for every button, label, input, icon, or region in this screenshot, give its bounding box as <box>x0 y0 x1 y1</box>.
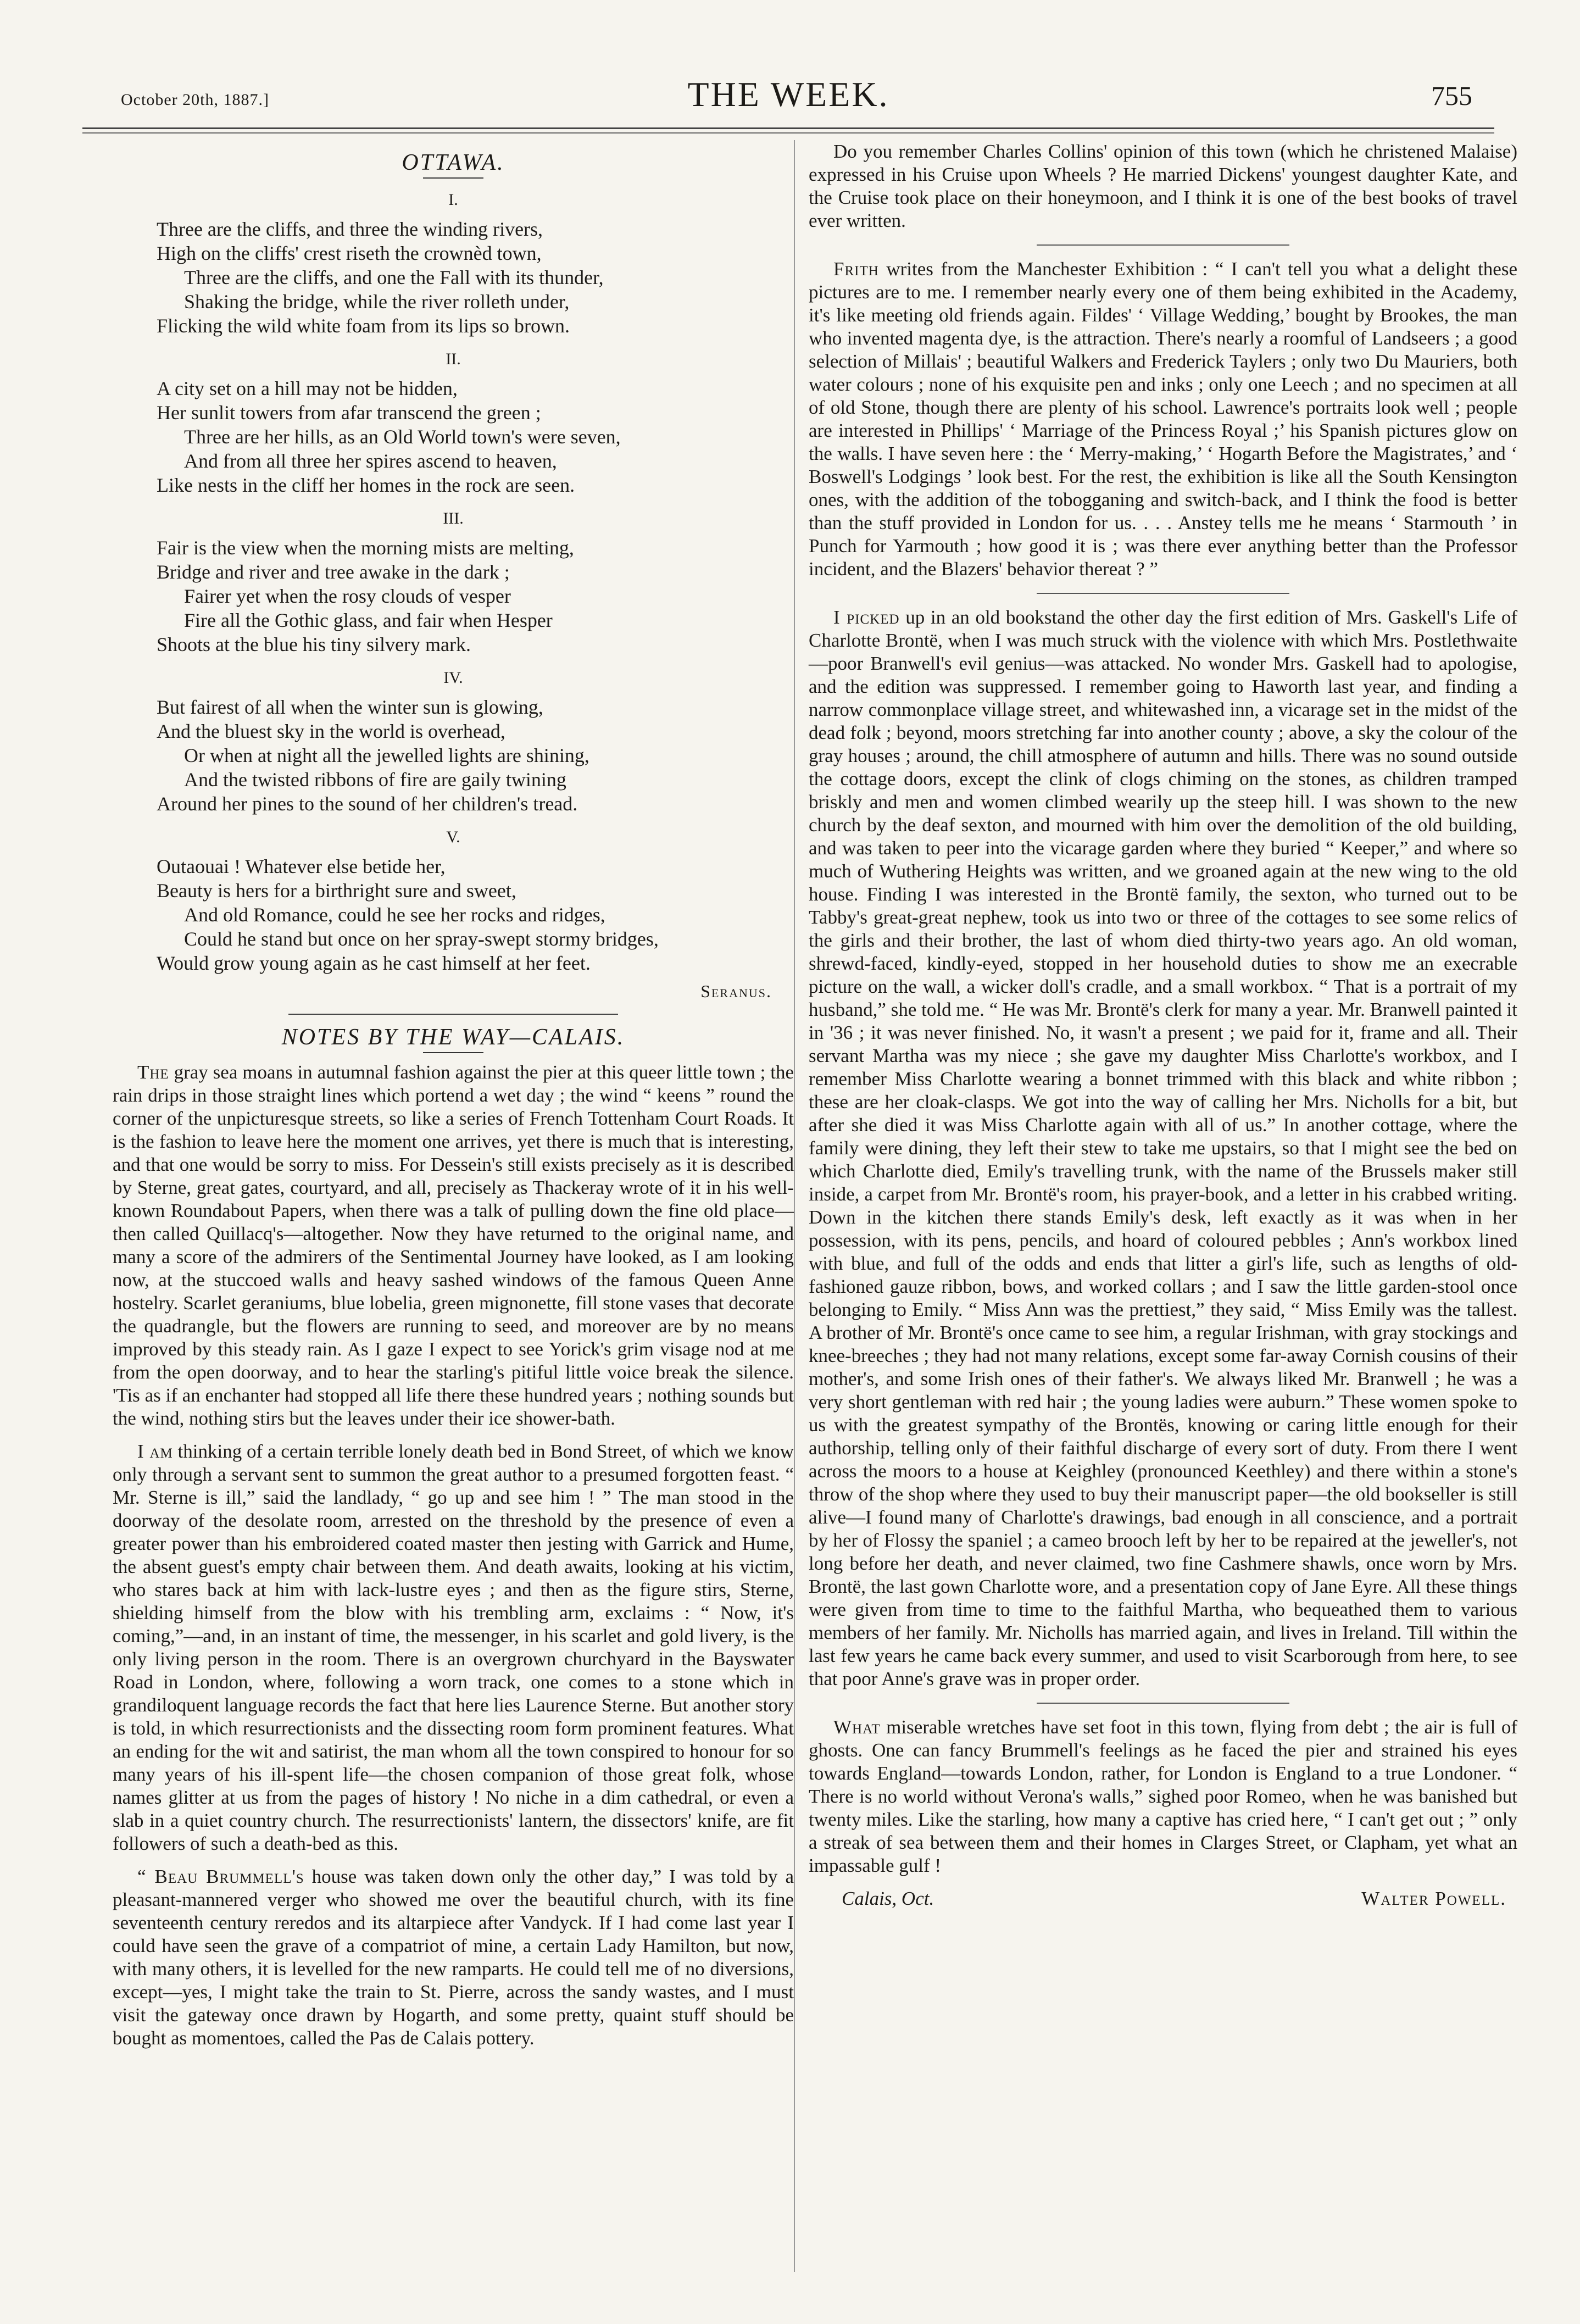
paragraph-text: writes from the Manchester Exhibition : “ I can't tell you what a delight these pictures are to me. I remember nearly every one of them being exhibited in the Academy, it's like meeting old friends again. Fildes' ‘ Village Wedding,’ bought by Brookes, the man who invented magenta dye, is the attraction. There's nearly a roomful of Landseers ; a good selection of Millais' ; beautiful Walkers and Frederick Taylers ; only two Du Mauriers, both water colours ; none of his exquisite pen and inks ; only one Leech ; and no specimen at all of old Stone, though there are plenty of his school. Lawrence's portraits look well ; people are interested in Phillips' ‘ Marriage of the Princess Royal ;’ his Spanish pictures glow on the walls. I have seven here : the ‘ Merry-making,’ ‘ Hogarth Before the Magistrates,’ and ‘ Boswell's Lodgings ’ look best. For the rest, the exhibition is like all the South Kensington ones, with the addition of the tobogganing and switch-back, and I think the food is better than the stuff provided in London for us. . . . Anstey tells me he means ‘ Starmouth ’ in Punch for Yarmouth ; how good it is ; was there ever anything better than the Professor incident, and the Blazers' behavior thereat ? ” <box>809 258 1517 580</box>
article-paragraph <box>809 1716 1517 1877</box>
article-paragraph <box>113 1865 794 2050</box>
stanza-numeral: II. <box>446 350 461 368</box>
poem-line: Three are the cliffs, and three the winding rivers, <box>157 218 543 240</box>
poem-line: Fair is the view when the morning mists are melting, <box>157 537 574 559</box>
poem-line: Shaking the bridge, while the river rolleth under, <box>184 291 570 313</box>
article-paragraph <box>809 606 1517 1691</box>
header-rule <box>82 127 1494 134</box>
poem-line: Three are her hills, as an Old World town's were seven, <box>184 426 621 448</box>
poem-line: But fairest of all when the winter sun is glowing, <box>157 696 543 718</box>
poem-signature: Seranus. <box>700 981 772 1001</box>
poem-line: Could he stand but once on her spray-swept stormy bridges, <box>184 928 659 950</box>
dateline: Calais, Oct. <box>842 1888 934 1909</box>
paragraph-text: thinking of a certain terrible lonely death bed in Bond Street, of which we know only through a servant sent to summon the great author to a presumed forgotten feast. “ Mr. Sterne is ill,” said the landlady, “ go up and see him ! ” The man stood in the doorway of the desolate room, arrested on the threshold by the presence of even a greater power than his embroidered coated master then jesting with Garrick and Hume, the absent guest's empty chair between them. And death awaits, looking at his victim, who stares back at him with lack-lustre eyes ; and then as the figure stirs, Sterne, shielding himself from the blow with his trembling arm, exclaims : “ Now, it's coming,”—and, in an instant of time, the messenger, in his scarlet and gold livery, is the only living person in the room. There is an overgrown churchyard in the Bayswater Road in London, where, following a worn track, one comes to a stone which in grandiloquent language records the fact that here lies Laurence Sterne. But another story is told, in which resurrectionists and the dissecting room form prominent features. What an ending for the wit and satirist, the man whom all the town conspired to honour for so many years of his ill-spent life—the chosen companion of those great folk, whose names glitter at us from the pages of history ! No niche in a dim cathedral, or even a slab in a quiet country church. The resurrectionists' lantern, the dissectors' knife, are fit followers of such a death-bed as this. <box>113 1441 794 1854</box>
stanza-numeral: IV. <box>443 669 463 687</box>
section-rule <box>288 1014 618 1015</box>
stanza-numeral: V. <box>446 828 460 846</box>
paragraph-rule <box>1037 593 1289 594</box>
poem-line: Bridge and river and tree awake in the dark ; <box>157 561 510 583</box>
column-divider <box>794 140 795 2272</box>
issue-date: October 20th, 1887.] <box>121 91 269 109</box>
masthead-title: THE WEEK. <box>687 75 889 114</box>
author-name: Walter Powell. <box>1361 1888 1506 1909</box>
paragraph-text: gray sea moans in autumnal fashion against the pier at this queer little town ; the rain drips in those straight lines which portend a wet day ; the wind “ keens ” round the corner of the unpicturesque streets, so like a series of French Tottenham Court Roads. It is the fashion to leave here the moment one arrives, yet there is much that is interesting, and that one would be sorry to miss. For Dessein's still exists precisely as it is described by Sterne, great gates, courtyard, and all, precisely as Thackeray wrote of it in his well-known Roundabout Papers, when there was a talk of pulling down the fine old place—then called Quillacq's—altogether. Now they have returned to the original name, and many a score of the admirers of the Sentimental Journey have looked, as I am looking now, at the stuccoed walls and heavy sashed windows of the famous Queen Anne hostelry. Scarlet geraniums, blue lobelia, green mignonette, fill stone vases that decorate the quadrangle, but the flowers are running to seed, and moreover are by no means improved by this steady rain. As I gaze I expect to see Yorick's grim visage nod at me from the open doorway, and to hear the starling's pitiful little voice break the silence. 'Tis as if an enchanter had stopped all life there these hundred years ; nothing sounds but the wind, nothing stirs but the leaves under their ice shower-bath. <box>113 1061 794 1429</box>
paragraph-text: Do you remember Charles Collins' opinion of this town (which he christened Malaise) expressed in his Cruise upon Wheels ? He married Dickens' youngest daughter Kate, and the Cruise took place on their honeymoon, and I think it is one of the best books of travel ever written. <box>809 141 1517 231</box>
poem-line: Fire all the Gothic glass, and fair when Hesper <box>184 609 553 631</box>
poem <box>113 188 794 975</box>
left-column <box>113 140 794 2060</box>
stanza <box>157 376 794 497</box>
paragraph-lead: The <box>137 1061 169 1083</box>
poem-line: Flicking the wild white foam from its lips so brown. <box>157 315 570 337</box>
poem-line: Like nests in the cliff her homes in the rock are seen. <box>157 474 575 496</box>
title-rule <box>423 1052 483 1053</box>
stanza <box>157 854 794 975</box>
page-header <box>82 74 1494 124</box>
article-paragraph <box>113 1440 794 1855</box>
poem-line: Her sunlit towers from afar transcend the green ; <box>157 402 541 424</box>
poem-line: Would grow young again as he cast himself at her feet. <box>157 952 591 974</box>
poem-line: High on the cliffs' crest riseth the crownèd town, <box>157 242 542 264</box>
poem-line: Around her pines to the sound of her children's tread. <box>157 793 578 815</box>
paragraph-text: up in an old bookstand the other day the first edition of Mrs. Gaskell's Life of Charlotte Brontë, when I was much struck with the violence with which Mrs. Postlethwaite—poor Branwell's evil genius—was attacked. No wonder Mrs. Gaskell had to apologise, and the edition was suppressed. I remember going to Haworth last year, and finding a narrow commonplace village street, and whitewashed inn, a vicarage set in the midst of the dead folk ; beyond, moors stretching far into another county ; above, a sky the colour of the gray houses ; around, the chill atmosphere of autumn and hills. There was no sound outside the cottage doors, except the clink of clogs chiming on the stones, as children tramped briskly and men and women climbed wearily up the steep hill. I was shown to the new church by the deaf sexton, and mourned with him over the demolition of the old building, and was taken to peer into the vicarage garden where they buried “ Keeper,” and where so much of Wuthering Heights was written, and we groaned again at the new wing to the old house. Finding I was interested in the Brontë family, the sexton, who turned out to be Tabby's great-great nephew, took us into two or three of the cottages to see some relics of the girls and their brother, the last of whom died thirty-two years ago. An old woman, shrewd-faced, kindly-eyed, stopped in her household duties to show me an execrable picture on the wall, a wicker doll's cradle, and a small workbox. “ That is a portrait of my husband,” she told me. “ He was Mr. Brontë's clerk for many a year. Mr. Branwell painted it in '36 ; it was never finished. No, it wasn't a present ; we paid for it, frame and all. Their servant Martha was my niece ; she gave my daughter Miss Charlotte's workbox, and I remember Miss Charlotte wearing a bonnet trimmed with this black and white ribbon ; these are her cloak-clasps. We got into the way of calling her Mrs. Nicholls for a bit, but after she died it was Miss Charlotte again with all of us.” In another cottage, where the family were dining, they left their stew to take me upstairs, so that I might see the bed on which Charlotte died, Emily's travelling trunk, with the name of the Brussels maker still inside, a carpet from Mr. Brontë's room, his prayer-book, and a letter in his crabbed writing. Down in the kitchen there stands Emily's desk, left exactly as it was when in her possession, with its pens, pencils, and hoard of coloured pebbles ; Ann's workbox lined with blue, and full of the odds and ends that litter a girl's life, such as lengths of old-fashioned gauze ribbon, bows, and worked collars ; and I saw the little garden-stool once belonging to Emily. “ Miss Ann was the prettiest,” they said, “ Miss Emily was the tallest. A brother of Mr. Brontë's once came to see him, a regular Irishman, with gray stockings and knee-breeches ; they had not many relations, except some far-away Cornish cousins of their mother's, and some Irish ones of their father's. We always liked Mr. Branwell ; he was a very short gentleman with red hair ; the young ladies were auburn.” These women spoke to us with the greatest sympathy of the Brontës, knowing or caring little enough for their authorship, telling only of their faithful discharge of every sort of duty. From there I went across the moors to a house at Keighley (pronounced Keethley) and there within a stone's throw of the shop where they used to buy their manuscript paper—the old bookseller is still alive—I found many of Charlotte's drawings, bad enough in all conscience, and a portrait by her of Flossy the spaniel ; a cameo brooch left by her to be repaired at the jeweller's, not long before her death, and never claimed, two fine Cashmere shawls, once worn by Mrs. Brontë, the last gown Charlotte wore, and a presentation copy of Jane Eyre. All these things were given from time to time to the faithful Martha, who bequeathed them to various members of her family. Mr. Nicholls has married again, and lives in Ireland. Till within the last few years he came back every summer, and used to visit Scarborough from here, to see that poor Anne's grave was in proper order. <box>809 607 1517 1689</box>
poem-line: And the twisted ribbons of fire are gaily twining <box>184 769 566 791</box>
paragraph-lead: I picked <box>833 607 900 628</box>
stanza <box>157 695 794 816</box>
paragraph-lead: Frith <box>833 258 879 280</box>
article-body-left <box>113 1061 794 2050</box>
stanza-numeral: I. <box>448 191 458 209</box>
stanza <box>157 217 794 338</box>
poem-line: Or when at night all the jewelled lights are shining, <box>184 744 589 766</box>
stanza <box>157 536 794 657</box>
article-title: NOTES BY THE WAY—CALAIS. <box>281 1025 625 1050</box>
article-paragraph <box>809 140 1517 232</box>
article-body-right <box>809 140 1517 1877</box>
paragraph-lead: I am <box>137 1441 173 1462</box>
poem-line: Fairer yet when the rosy clouds of vesper <box>184 585 511 607</box>
paragraph-text: house was taken down only the other day,” I was told by a pleasant-mannered verger who showed me over the beautiful church, with its fine seventeenth century reredos and its altarpiece after Vandyck. If I had come last year I could have seen the grave of a compatriot of mine, a certain Lady Hamilton, but now, with many others, it is levelled for the new ramparts. He could tell me of no diversions, except—yes, I might take the train to St. Pierre, across the sandy wastes, and I must visit the gateway once drawn by Hogarth, and some pretty, quaint stuff should be bought as momentoes, called the Pas de Calais pottery. <box>113 1866 794 2049</box>
poem-line: And the bluest sky in the world is overhead, <box>157 720 505 742</box>
poem-line: And from all three her spires ascend to heaven, <box>184 450 557 472</box>
article-paragraph <box>809 258 1517 581</box>
poem-line: Outaouai ! Whatever else betide her, <box>157 855 446 877</box>
title-rule <box>423 177 483 179</box>
paragraph-rule <box>1037 1703 1289 1704</box>
right-column <box>809 140 1517 1914</box>
page-number: 755 <box>1431 80 1472 111</box>
poem-line: And old Romance, could he see her rocks and ridges, <box>184 904 605 926</box>
paragraph-rule <box>1037 244 1289 246</box>
poem-line: Shoots at the blue his tiny silvery mark. <box>157 633 471 655</box>
poem-line: Beauty is hers for a birthright sure and sweet, <box>157 880 516 902</box>
article-paragraph <box>113 1061 794 1430</box>
paragraph-lead: What <box>833 1716 881 1738</box>
poem-title: OTTAWA. <box>402 150 505 175</box>
poem-line: Three are the cliffs, and one the Fall with its thunder, <box>184 266 604 288</box>
poem-line: A city set on a hill may not be hidden, <box>157 377 458 399</box>
paragraph-lead: “ Beau Brummell's <box>137 1866 304 1887</box>
paragraph-text: miserable wretches have set foot in this town, flying from debt ; the air is full of ghosts. One can fancy Brummell's feelings as he faced the pier and strained his eyes towards England—towards London, rather, for London is England to a true Londoner. “ There is no world without Verona's walls,” sighed poor Romeo, when he was banished but twenty miles. Like the starling, how many a captive has cried here, “ I can't get out ; ” only a streak of sea between them and their homes in Clarges Street, or Clapham, yet what an impassable gulf ! <box>809 1716 1517 1876</box>
stanza-numeral: III. <box>443 509 464 527</box>
